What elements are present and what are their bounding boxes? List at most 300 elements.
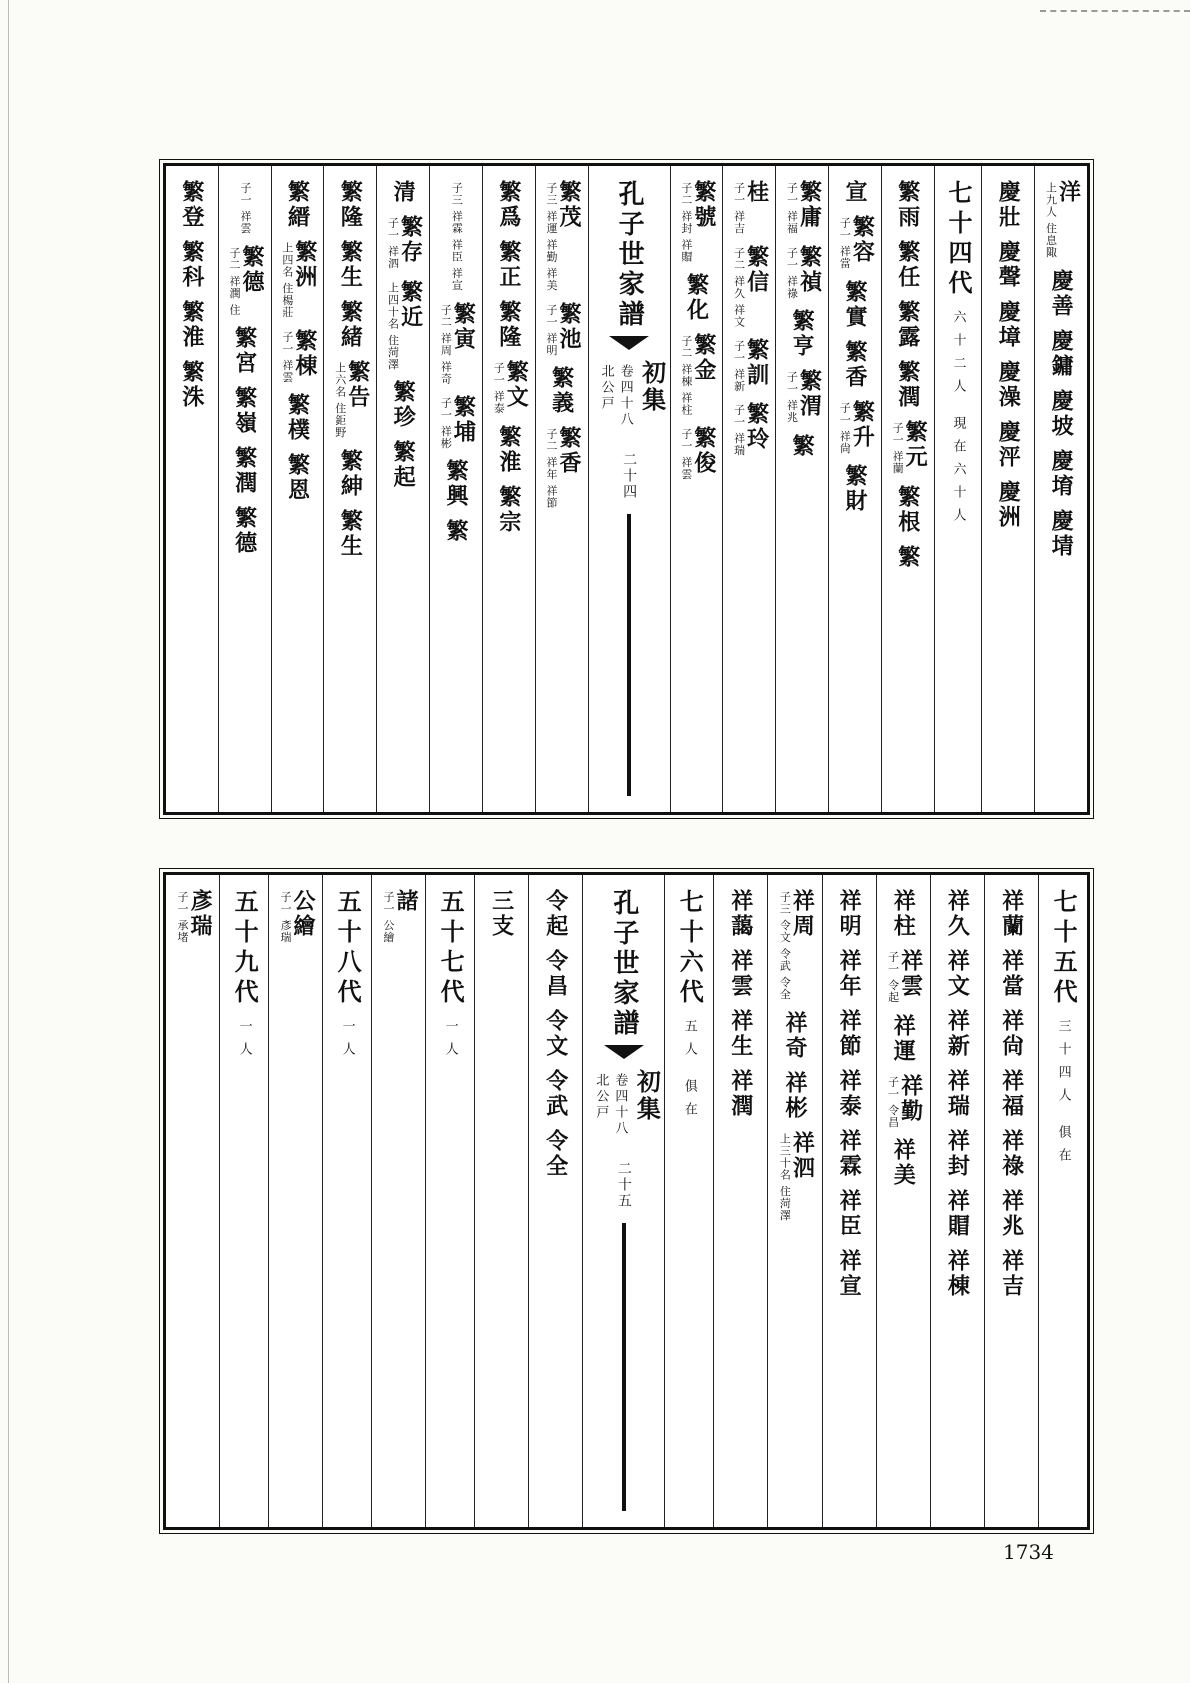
person-entry (683, 273, 710, 323)
person-name: 三支 (488, 889, 515, 939)
generation-title: 七十四代 (944, 180, 974, 300)
person-name: 繁近 (397, 279, 424, 330)
person-name: 祥彬 (781, 1070, 808, 1121)
person-name: 繁興 (442, 459, 469, 509)
person-name: 慶洲 (995, 480, 1022, 530)
names-column (876, 875, 930, 1527)
person-name: 慶鏞 (1048, 328, 1075, 379)
person-entry (998, 1069, 1025, 1119)
person-note: 子一 祥雲 (280, 330, 294, 383)
person-name: 祥運 (890, 1013, 917, 1064)
center-rule (622, 1223, 626, 1511)
person-name: 祥棟 (944, 1249, 971, 1299)
person-name: 慶堉 (1048, 448, 1075, 499)
person-entry (543, 180, 583, 292)
generation-column (664, 875, 713, 1527)
person-name: 令全 (542, 1129, 569, 1179)
person-note: 子三 祥霖 祥臣 祥宣 (450, 182, 464, 292)
person-name: 祥久 (944, 889, 971, 939)
person-name: 祥當 (998, 949, 1025, 999)
person-name: 繁香 (556, 426, 583, 476)
fishtail-mark (604, 1045, 644, 1063)
person-entry (1043, 180, 1080, 259)
person-entry (727, 1009, 754, 1059)
person-note: 子一 祥吉 (732, 182, 746, 235)
generation-count: 三十四人 俱在 (1055, 1019, 1071, 1172)
person-name: 繁樸 (284, 393, 311, 443)
person-entry (944, 889, 971, 939)
person-entry (438, 302, 475, 385)
person-entry (784, 245, 821, 300)
chapter-label: 卷四十八 (612, 1073, 628, 1137)
person-note: 子一 承堵 (176, 891, 190, 944)
names-column (166, 875, 219, 1527)
person-note: 子一 祥蘭 (891, 422, 905, 475)
person-entry (1048, 508, 1075, 559)
person-note: 子一 令起 (886, 951, 900, 1004)
person-name: 繁雨 (894, 180, 921, 230)
person-entry (542, 889, 569, 939)
person-name: 繁文 (503, 360, 530, 410)
person-entry (174, 889, 214, 944)
person-entry (731, 245, 768, 328)
person-entry (777, 889, 814, 1001)
names-column (1034, 166, 1087, 812)
person-entry (944, 1069, 971, 1119)
person-entry (789, 309, 816, 359)
person-name: 慶善 (1048, 268, 1075, 319)
names-column (984, 875, 1038, 1527)
names-column (528, 875, 582, 1527)
person-note: 子二 祥封 祥賵 (679, 182, 693, 263)
person-entry (894, 484, 921, 535)
person-name: 繁潤 (894, 360, 921, 410)
person-entry (490, 360, 530, 415)
generation-count: 一人 (236, 1019, 252, 1065)
names-column (166, 166, 218, 812)
person-name: 祥泗 (789, 1130, 816, 1181)
generation-count: 六十二人 現在六十人 (950, 310, 966, 532)
person-name: 諸 (393, 889, 420, 914)
person-name: 繁洲 (291, 240, 318, 290)
person-entry (890, 889, 917, 939)
person-name: 祥尙 (998, 1009, 1025, 1059)
person-entry (380, 889, 420, 944)
person-entry (841, 339, 868, 390)
person-name: 祥臣 (836, 1189, 863, 1239)
person-name: 祥節 (836, 1009, 863, 1059)
person-entry (998, 949, 1025, 999)
person-entry (727, 949, 754, 999)
person-name: 繁科 (178, 240, 205, 290)
person-entry (784, 369, 821, 424)
person-note: 子一 祥雲 (239, 182, 253, 235)
person-entry (841, 279, 868, 330)
generation-title: 五十九代 (230, 889, 260, 1009)
person-name: 繁潤 (231, 445, 258, 496)
person-name: 慶埥 (1048, 508, 1075, 559)
generation-column (934, 166, 982, 812)
person-name: 令文 (542, 1009, 569, 1059)
names-column (722, 166, 775, 812)
person-name: 繁緒 (337, 300, 364, 350)
person-name: 宣 (841, 180, 868, 205)
person-name: 令武 (542, 1069, 569, 1119)
person-entry (231, 445, 258, 496)
generation-count: 一人 (339, 1019, 355, 1065)
person-entry (837, 215, 874, 270)
person-entry (836, 1189, 863, 1239)
person-note: 子一 祥雲 (679, 428, 693, 481)
names-column (775, 166, 828, 812)
person-entry (542, 1069, 569, 1119)
person-entry (885, 1074, 922, 1129)
names-column (767, 875, 821, 1527)
person-note: 子一 祥明 (545, 303, 559, 356)
person-entry (836, 1009, 863, 1059)
person-entry (731, 402, 768, 457)
person-name: 彥瑞 (187, 889, 214, 939)
person-name: 繁紳 (337, 448, 364, 499)
person-name: 繁起 (390, 440, 417, 490)
person-name: 繁正 (495, 240, 522, 290)
person-name: 繁 (442, 519, 469, 544)
person-name: 繁容 (849, 215, 876, 265)
person-entry (944, 1249, 971, 1299)
person-note: 上四十名 住菏澤 (386, 281, 400, 370)
person-name: 祥蘭 (998, 889, 1025, 939)
top-dash-mark (1040, 10, 1190, 12)
person-entry (836, 1129, 863, 1179)
person-note: 上三十名 住菏澤 (778, 1132, 792, 1221)
person-name: 繁登 (178, 180, 205, 230)
person-name: 繁 (789, 433, 816, 459)
person-entry (385, 215, 422, 270)
person-name: 繁告 (344, 360, 371, 410)
genealogy-panel-bottom (163, 872, 1090, 1530)
volume-row (583, 1069, 664, 1137)
person-name: 慶墇 (995, 300, 1022, 350)
person-name: 祥雲 (897, 949, 924, 999)
person-name: 繁隆 (495, 300, 522, 350)
person-entry (449, 180, 464, 292)
person-name: 繁化 (683, 273, 710, 323)
person-name: 繁庸 (796, 180, 823, 230)
person-name: 繁元 (902, 420, 929, 470)
person-name: 繁金 (690, 333, 717, 383)
names-column (713, 875, 767, 1527)
person-entry (284, 180, 311, 230)
person-entry (542, 1129, 569, 1179)
person-entry (836, 889, 863, 939)
person-entry (998, 1009, 1025, 1059)
generation-column (425, 875, 474, 1527)
person-name: 祥封 (944, 1129, 971, 1179)
person-entry (178, 180, 205, 230)
book-title: 孔子世家譜 (608, 889, 639, 1039)
person-entry (841, 180, 868, 205)
person-entry (277, 889, 317, 944)
person-name: 桂 (743, 180, 770, 205)
person-note: 子一 祥當 (838, 217, 852, 270)
person-name: 令昌 (542, 949, 569, 999)
volume-row (589, 360, 670, 428)
person-entry (332, 360, 369, 439)
person-name: 繁恩 (284, 453, 311, 503)
person-entry (836, 1249, 863, 1299)
person-name: 繁淮 (495, 424, 522, 475)
person-note: 子一 令昌 (886, 1075, 900, 1128)
person-entry (784, 180, 821, 235)
person-entry (390, 380, 417, 430)
person-entry (442, 519, 469, 544)
person-name: 公繪 (290, 889, 317, 939)
person-name: 繁生 (337, 240, 364, 290)
person-entry (998, 1189, 1025, 1239)
names-column (670, 166, 723, 812)
person-note: 子一 祥彬 (439, 396, 453, 449)
person-entry (337, 180, 364, 230)
person-name: 繁宗 (495, 484, 522, 535)
generation-count: 五人 俱在 (681, 1019, 697, 1126)
person-name: 祥霖 (836, 1129, 863, 1179)
person-entry (995, 300, 1022, 350)
person-name: 繁宮 (231, 325, 258, 376)
person-note: 子二 祥棟 祥柱 (679, 335, 693, 416)
person-name: 祥藹 (727, 889, 754, 939)
book-title: 孔子世家譜 (614, 180, 645, 330)
person-entry (284, 453, 311, 503)
chapter-label: 卷四十八 (617, 364, 633, 428)
person-entry (231, 505, 258, 556)
names-column (218, 166, 271, 812)
person-entry (781, 1070, 808, 1121)
generation-title: 五十七代 (436, 889, 466, 1009)
person-entry (1048, 388, 1075, 439)
person-note: 子二 祥久 祥文 (732, 246, 746, 328)
person-entry (944, 1189, 971, 1239)
person-note: 子一 祥尙 (838, 401, 852, 454)
person-entry (542, 949, 569, 999)
person-entry (781, 1010, 808, 1061)
person-name: 繁埔 (450, 394, 477, 445)
person-name: 祥新 (944, 1009, 971, 1059)
person-entry (894, 360, 921, 410)
person-note: 子三 祥運 祥勤 祥美 (545, 182, 559, 292)
person-name: 慶澡 (995, 360, 1022, 410)
person-entry (727, 1069, 754, 1119)
person-entry (385, 280, 422, 371)
person-entry (231, 385, 258, 436)
person-entry (390, 180, 417, 205)
person-entry (495, 484, 522, 535)
person-name: 祥文 (944, 949, 971, 999)
person-name: 清 (390, 180, 417, 205)
person-entry (894, 180, 921, 230)
person-note: 子一 祥兆 (785, 371, 799, 424)
center-title-column (588, 166, 670, 812)
person-entry (894, 544, 921, 570)
person-name: 繁財 (841, 464, 868, 514)
person-name: 祥柱 (890, 889, 917, 939)
center-rule (627, 514, 631, 796)
names-column (930, 875, 984, 1527)
person-entry (885, 949, 922, 1004)
person-name: 繁隆 (337, 180, 364, 230)
person-note: 子一 祥福 (785, 182, 799, 235)
person-entry (789, 433, 816, 459)
person-entry (995, 420, 1022, 470)
person-entry (284, 393, 311, 443)
person-name: 繁棟 (291, 328, 318, 379)
names-column (881, 166, 934, 812)
person-name: 祥雲 (727, 949, 754, 999)
person-note: 子二 祥年 祥節 (545, 428, 559, 509)
person-entry (836, 1069, 863, 1119)
person-entry (894, 240, 921, 290)
names-column (822, 875, 876, 1527)
person-note: 子三 令文 令武 令全 (778, 891, 792, 1001)
person-entry (727, 889, 754, 939)
names-column (474, 875, 528, 1527)
person-name: 繁茂 (556, 180, 583, 230)
generation-column (219, 875, 268, 1527)
person-name: 慶坡 (1048, 388, 1075, 439)
person-name: 繁實 (841, 279, 868, 330)
person-name: 祥周 (789, 889, 816, 939)
person-entry (678, 426, 715, 481)
person-note: 子一 祥泗 (386, 217, 400, 270)
person-name: 繁珍 (390, 380, 417, 430)
person-name: 繁寅 (450, 301, 477, 352)
genealogy-panel-top (163, 163, 1090, 815)
person-name: 祥勤 (897, 1073, 924, 1124)
person-entry (1048, 268, 1075, 319)
person-name: 繁爲 (495, 180, 522, 230)
person-name: 祥祿 (998, 1129, 1025, 1179)
volume-label: 初集 (637, 360, 667, 414)
person-entry (442, 459, 469, 509)
person-entry (279, 240, 316, 319)
person-name: 繁禎 (796, 244, 823, 295)
person-entry (944, 1129, 971, 1179)
person-entry (237, 180, 252, 235)
person-entry (894, 300, 921, 350)
person-entry (495, 300, 522, 350)
person-note: 子二 祥周 祥奇 (439, 303, 453, 385)
person-name: 祥美 (890, 1138, 917, 1188)
person-entry (944, 949, 971, 999)
person-name: 繁存 (397, 215, 424, 265)
person-name: 祥福 (998, 1069, 1025, 1119)
person-entry (495, 180, 522, 230)
person-note: 子一 祥祿 (785, 246, 799, 299)
person-name: 祥生 (727, 1009, 754, 1059)
person-entry (390, 440, 417, 490)
person-entry (841, 464, 868, 514)
person-note: 上九人 住息陬 (1044, 182, 1058, 259)
person-entry (998, 1249, 1025, 1299)
person-entry (495, 424, 522, 475)
person-note: 上六名 住鉅野 (333, 362, 347, 439)
person-name: 慶壯 (995, 180, 1022, 230)
person-name: 祥年 (836, 949, 863, 999)
person-entry (542, 1009, 569, 1059)
person-entry (995, 180, 1022, 230)
person-entry (998, 889, 1025, 939)
person-entry (995, 240, 1022, 290)
person-name: 繁洙 (178, 360, 205, 410)
volume-label: 初集 (632, 1069, 662, 1123)
fishtail-mark (609, 336, 649, 354)
person-name: 繁俊 (690, 426, 717, 476)
person-entry (678, 180, 715, 263)
person-name: 繁淮 (178, 300, 205, 350)
person-entry (438, 395, 475, 450)
person-entry (731, 338, 768, 393)
person-entry (488, 889, 515, 939)
person-entry (1048, 448, 1075, 499)
person-entry (777, 1131, 814, 1222)
person-name: 慶聲 (995, 240, 1022, 290)
person-note: 上四名 住楊莊 (280, 242, 294, 319)
person-entry (890, 1013, 917, 1064)
person-name: 繁義 (548, 366, 575, 416)
person-entry (998, 1129, 1025, 1179)
person-note: 子二 祥潤 住 (228, 246, 242, 316)
person-entry (890, 1138, 917, 1188)
person-entry (995, 480, 1022, 530)
person-entry (731, 180, 768, 235)
folio-number: 二十五 (615, 1161, 632, 1209)
person-note: 子一 祥新 (732, 339, 746, 392)
names-column (271, 166, 324, 812)
person-note: 子一 彥瑞 (279, 891, 293, 944)
person-name: 祥奇 (781, 1010, 808, 1061)
names-column (323, 166, 376, 812)
person-name: 祥潤 (727, 1069, 754, 1119)
generation-count: 一人 (442, 1019, 458, 1065)
person-entry (231, 325, 258, 376)
person-entry (889, 420, 929, 475)
names-column (535, 166, 588, 812)
person-note: 子一 祥泰 (492, 362, 506, 415)
generation-title: 五十八代 (333, 889, 363, 1009)
person-name: 繁任 (894, 240, 921, 290)
names-column (371, 875, 425, 1527)
person-name: 繁升 (849, 399, 876, 450)
person-entry (543, 301, 583, 357)
person-entry (226, 244, 266, 316)
person-entry (837, 400, 874, 455)
person-name: 祥瑞 (944, 1069, 971, 1119)
names-column (376, 166, 429, 812)
person-name: 繁信 (743, 244, 770, 295)
person-entry (178, 360, 205, 410)
person-name: 繁 (894, 544, 921, 570)
person-name: 繁玲 (743, 402, 770, 452)
center-title-column (582, 875, 664, 1527)
person-entry (543, 426, 583, 509)
person-entry (678, 333, 715, 416)
person-entry (279, 329, 316, 384)
person-entry (548, 366, 575, 416)
person-name: 祥明 (836, 889, 863, 939)
person-entry (337, 508, 364, 559)
person-entry (178, 240, 205, 290)
person-name: 繁亨 (789, 309, 816, 359)
generation-title: 七十五代 (1049, 889, 1079, 1009)
